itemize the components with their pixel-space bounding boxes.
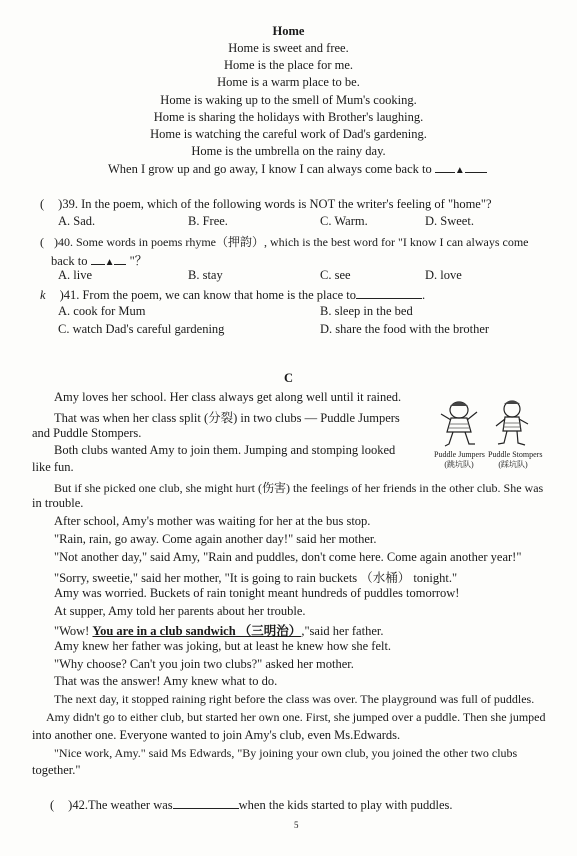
story-line: in trouble. [32,496,84,510]
story-line: together." [32,763,81,777]
answer-paren-open[interactable]: ( [40,235,44,249]
story-line: like fun. [32,460,74,474]
question-text: )40. Some words in poems rhyme（押韵）, which is the best word for "I know I can always come [54,235,529,249]
story-line: Amy knew her father was joking, but at least he knew how she felt. [54,639,392,653]
story-line: "Why choose? Can't you join two clubs?" asked her mother. [54,657,354,671]
handwritten-mark: k [40,288,46,302]
story-line: Amy loves her school. Her class always get along well until it rained. [54,390,402,404]
caption-puddle-stompers: Puddle Stompers [488,450,543,459]
answer-blank[interactable] [356,287,422,299]
poem-last-line-text: When I grow up and go away, I know I can always come back to [108,162,432,176]
story-line: into another one. Everyone wanted to join Amy's club, even Ms.Edwards. [32,728,401,742]
puddle-jumper-illustration [435,398,483,450]
question-40-line2 [51,251,147,269]
poem-title: Home [272,24,305,38]
story-line: Amy was worried. Buckets of rain tonight meant hundreds of puddles tomorrow! [54,586,460,600]
story-line: and Puddle Stompers. [32,426,142,440]
poem-last-line [108,161,487,177]
option-b[interactable]: B. stay [188,268,223,282]
question-text: )41. From the poem, we can know that home is the place to [59,288,357,302]
question-text-end: . [422,288,426,302]
poem-line: Home is the umbrella on the rainy day. [191,144,386,158]
story-line: That was when her class split (分裂) in two clubs — Puddle Jumpers [54,411,400,425]
story-line: But if she picked one club, she might hurt (伤害) the feelings of her friends in the other club. She was [54,481,544,495]
story-line: After school, Amy's mother was waiting for her at the bus stop. [54,514,371,528]
question-42 [50,797,453,813]
triangle-marker-icon: ▲ [454,165,465,176]
option-d[interactable]: D. love [425,268,462,282]
triangle-marker-icon: ▲ [104,257,115,268]
section-heading: C [283,371,294,385]
story-emphasis: You are in a club sandwich （三明治） [92,624,302,638]
story-line: "Not another day," said Amy, "Rain and puddles, don't come here. Come again another year!" [54,550,522,564]
poem-line: Home is the place for me. [223,58,354,72]
question-text: back to [51,254,88,268]
story-text: ,"said her father. [301,624,384,638]
answer-blank[interactable] [435,161,455,173]
story-line: The next day, it stopped raining right before the class was over. The playground was full of puddles. [54,692,535,706]
option-d[interactable]: D. share the food with the brother [320,322,490,336]
option-c[interactable]: C. Warm. [320,214,368,228]
option-b[interactable]: B. Free. [188,214,228,228]
question-41 [40,287,425,303]
question-text: 39. In the poem, which of the following words is NOT the writer's feeling of "home"? [62,197,492,211]
answer-blank[interactable] [173,797,239,809]
caption-puddle-jumpers-cn: (跳坑队) [444,460,474,469]
poem-line: Home is watching the careful work of Dad's gardening. [150,127,427,141]
story-line: Amy didn't go to either club, but started her own one. First, she jumped over a puddle. Then she jumped [46,710,546,724]
answer-blank[interactable] [465,161,487,173]
story-text: "Wow! [54,624,90,638]
story-line: "Sorry, sweetie," said her mother, "It is going to rain buckets （水桶） tonight." [54,571,458,585]
caption-puddle-stompers-cn: (踩坑队) [498,460,528,469]
question-text: when the kids started to play with puddles. [238,798,453,812]
story-line: That was the answer! Amy knew what to do. [54,674,278,688]
answer-paren-close: ) [58,197,63,211]
option-a[interactable]: A. Sad. [58,214,96,228]
story-line: At supper, Amy told her parents about her trouble. [54,604,306,618]
poem-line: Home is waking up to the smell of Mum's cooking. [160,93,417,107]
option-b[interactable]: B. sleep in the bed [320,304,413,318]
option-c[interactable]: C. see [320,268,351,282]
poem-line: Home is sharing the holidays with Brother's laughing. [153,110,424,124]
question-text: )42.The weather was [68,798,173,812]
option-a[interactable]: A. live [58,268,93,282]
poem-line: Home is a warm place to be. [217,75,360,89]
story-line-wow [54,621,383,639]
option-c[interactable]: C. watch Dad's careful gardening [58,322,225,336]
answer-paren-open[interactable]: ( [50,798,55,812]
answer-paren-open[interactable]: ( [40,197,45,211]
story-line: "Rain, rain, go away. Come again another day!" said her mother. [54,532,377,546]
poem-line: Home is sweet and free. [228,41,349,55]
question-39 [40,197,492,212]
story-line: Both clubs wanted Amy to join them. Jumping and stomping looked [54,443,396,457]
story-line: "Nice work, Amy." said Ms Edwards, "By joining your own club, you joined the other two clubs [54,746,518,760]
question-40 [40,233,528,250]
option-d[interactable]: D. Sweet. [425,214,474,228]
caption-puddle-jumpers: Puddle Jumpers [434,450,485,459]
page-number: 5 [294,820,299,830]
puddle-stomper-illustration [492,398,532,450]
answer-blank[interactable] [114,253,126,265]
answer-blank[interactable] [91,253,105,265]
option-a[interactable]: A. cook for Mum [58,304,146,318]
question-text-end: "？ [129,254,148,268]
